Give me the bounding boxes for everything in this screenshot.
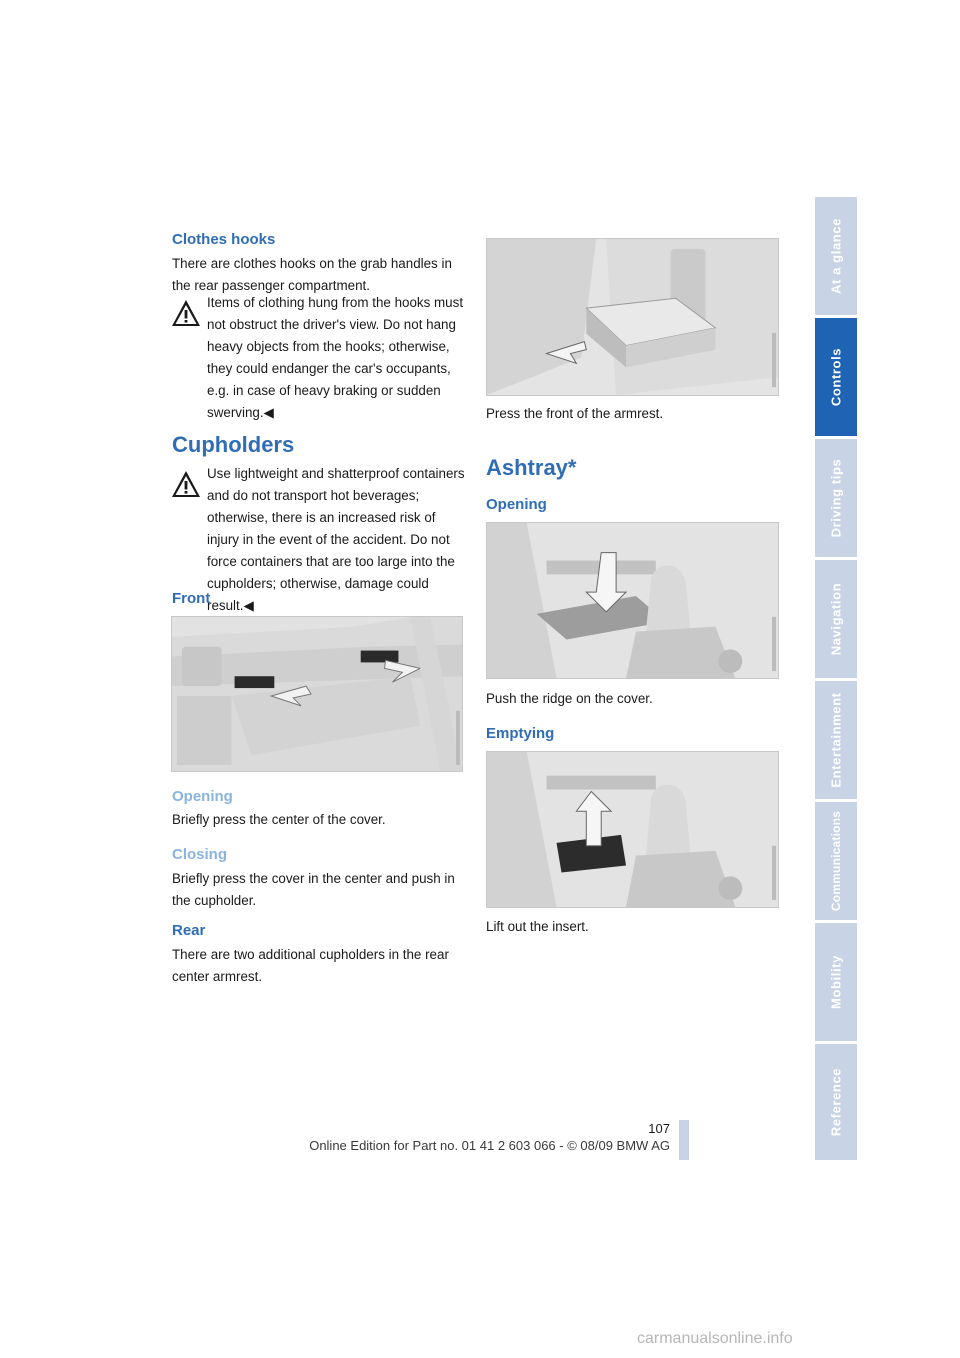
tab-driving-tips[interactable]: Driving tips <box>815 437 857 557</box>
ashtray-emptying-heading: Emptying <box>486 725 555 742</box>
front-closing-body: Briefly press the cover in the center and push in the cupholder. <box>172 871 455 908</box>
tab-entertainment[interactable]: Entertainment <box>815 679 857 799</box>
tab-communications[interactable]: Communications <box>815 800 857 920</box>
clothes-hooks-warning: Items of clothing hung from the hooks must not obstruct the driver's view. Do not hang heavy objects from the hooks; otherwise, they could endanger the car's occupants, e.g. in case of heavy braking or sudden swerving.◀ <box>207 295 464 420</box>
tab-reference[interactable]: Reference <box>815 1042 857 1160</box>
footer-bar <box>679 1120 689 1160</box>
tab-at-a-glance[interactable]: At a glance <box>815 197 857 315</box>
page-number: 107 <box>648 1121 670 1136</box>
ashtray-heading: Ashtray* <box>486 455 577 480</box>
footer-edition: Online Edition for Part no. 01 41 2 603 066 - © 08/09 BMW AG <box>309 1138 670 1153</box>
rear-armrest-illustration <box>486 238 779 396</box>
armrest-caption: Press the front of the armrest. <box>486 406 664 421</box>
front-cupholder-illustration <box>171 616 463 772</box>
ashtray-emptying-illustration <box>486 751 779 908</box>
ashtray-emptying-caption: Lift out the insert. <box>486 919 589 934</box>
ashtray-opening-heading: Opening <box>486 496 547 513</box>
rear-heading: Rear <box>172 922 206 939</box>
clothes-hooks-body: There are clothes hooks on the grab handles in the rear passenger compartment. <box>172 256 452 293</box>
tab-navigation[interactable]: Navigation <box>815 558 857 678</box>
chapter-tabs <box>815 197 857 1160</box>
tab-controls[interactable]: Controls <box>815 316 857 436</box>
watermark: carmanualsonline.info <box>637 1330 793 1347</box>
front-opening-heading: Opening <box>172 788 233 805</box>
ashtray-opening-illustration <box>486 522 779 679</box>
cupholders-warning: Use lightweight and shatterproof containers and do not transport hot beverages; otherwise, there is an increased risk of injury in the event of the accident. Do not force containers that are too large into the cupholders; otherwise, damage could result.◀ <box>207 466 465 613</box>
front-heading: Front <box>172 590 211 607</box>
tab-mobility[interactable]: Mobility <box>815 921 857 1041</box>
front-opening-body: Briefly press the center of the cover. <box>172 812 386 827</box>
front-closing-heading: Closing <box>172 846 227 863</box>
cupholders-heading: Cupholders <box>172 432 295 457</box>
clothes-hooks-heading: Clothes hooks <box>172 231 276 248</box>
rear-body: There are two additional cupholders in the rear center armrest. <box>172 947 449 984</box>
ashtray-opening-caption: Push the ridge on the cover. <box>486 691 653 706</box>
